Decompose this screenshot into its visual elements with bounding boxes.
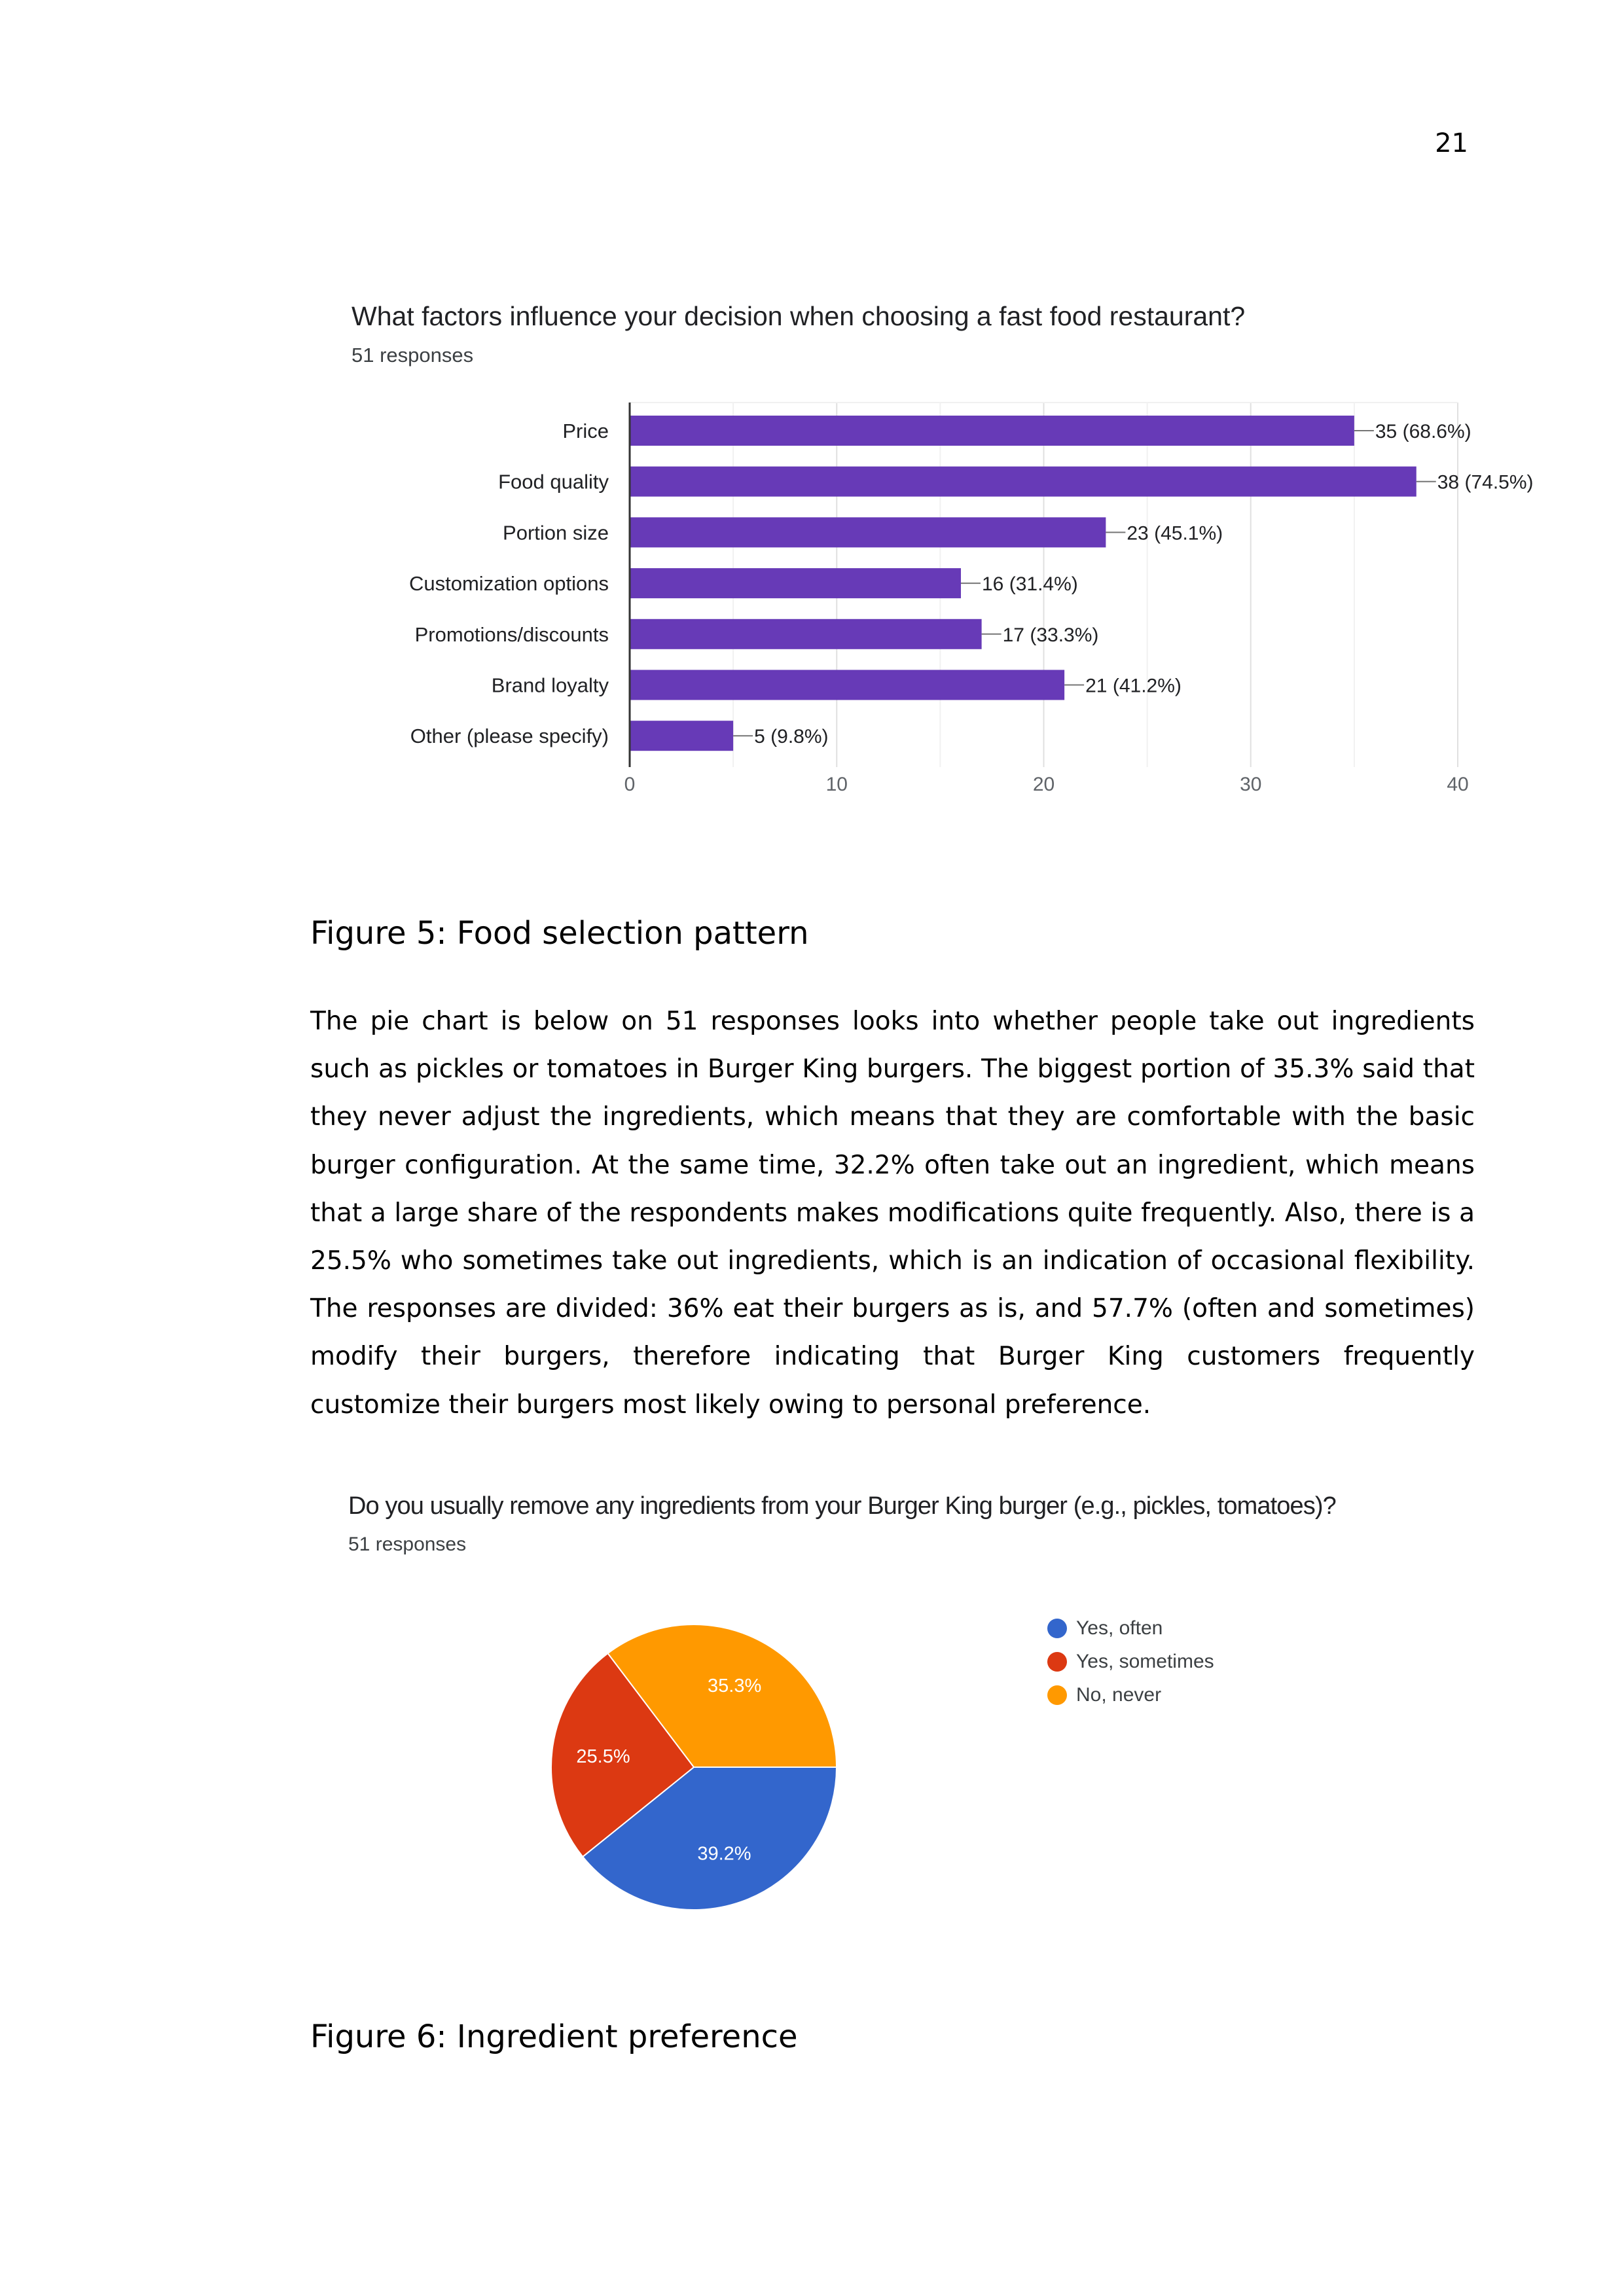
x-tick-label: 10: [825, 774, 848, 795]
pie-legend: [1047, 1611, 1214, 1712]
pie-slice-label: 25.5%: [576, 1746, 630, 1767]
bar-category-label: Price: [562, 420, 609, 442]
bar-data-label: 23 (45.1%): [1127, 522, 1223, 545]
legend-swatch: [1047, 1685, 1067, 1705]
bar-category-label: Food quality: [498, 470, 609, 493]
bar: [630, 619, 982, 649]
bar-category-label: Promotions/discounts: [414, 622, 609, 646]
page-number: 21: [1435, 128, 1468, 158]
legend-swatch: [1047, 1652, 1067, 1672]
bar-data-label: 16 (31.4%): [982, 573, 1078, 596]
legend-item: [1047, 1645, 1214, 1678]
x-tick-label: 40: [1447, 774, 1469, 795]
pie-slice-label: 39.2%: [697, 1843, 751, 1865]
pie-chart-responses: 51 responses: [348, 1534, 467, 1555]
legend-item: [1047, 1678, 1214, 1712]
figure-5-caption: Figure 5: Food selection pattern: [310, 915, 809, 952]
x-tick-label: 20: [1032, 774, 1055, 795]
bar-data-label: 17 (33.3%): [1002, 624, 1099, 646]
bar-category-label: Brand loyalty: [491, 673, 609, 697]
bar: [630, 670, 1064, 700]
bar-data-label: 21 (41.2%): [1085, 675, 1182, 697]
bar: [630, 517, 1106, 547]
bar: [630, 416, 1354, 446]
bar: [630, 467, 1416, 497]
bar-chart: [0, 0, 1624, 851]
bar-chart-responses: 51 responses: [352, 344, 474, 367]
bar: [630, 568, 961, 598]
pie-slice-label: 35.3%: [708, 1676, 762, 1697]
legend-label: No, never: [1076, 1683, 1162, 1706]
legend-item: [1047, 1611, 1214, 1645]
legend-label: Yes, sometimes: [1076, 1650, 1214, 1672]
bar-data-label: 35 (68.6%): [1375, 421, 1471, 442]
body-paragraph: The pie chart is below on 51 responses looks into whether people take out ingredients such as pickles or tomatoes in Burger King burgers. The biggest portion of 35.3% said that they never adjust the ingredients, which means that they are comfortable with the basic burger configuration. At the same time, 32.2% often take out an ingredient, which means that a large share of the respondents makes modifications quite frequently. Also, there is a 25.5% who sometimes take out ingredients, which is an indication of occasional flexibility. The responses are divided: 36% eat their burgers as is, and 57.7% (often and sometimes) modify their burgers, therefore indicating that Burger King customers frequently customize their burgers most likely owing to personal preference.: [310, 1007, 1475, 1420]
bar: [630, 721, 733, 751]
bar-category-label: Portion size: [503, 521, 609, 545]
pie-chart: [511, 1584, 877, 1950]
legend-label: Yes, often: [1076, 1617, 1163, 1639]
pie-chart-title: Do you usually remove any ingredients from your Burger King burger (e.g., pickles, tomatoes)?: [348, 1492, 1336, 1520]
x-tick-label: 30: [1240, 774, 1262, 795]
bar-category-label: Customization options: [409, 572, 609, 596]
figure-6-caption: Figure 6: Ingredient preference: [310, 2018, 798, 2055]
bar-chart-title: What factors influence your decision when choosing a fast food restaurant?: [352, 301, 1246, 331]
bar-data-label: 38 (74.5%): [1437, 471, 1534, 493]
bar-category-label: Other (please specify): [410, 725, 609, 748]
x-tick-label: 0: [624, 774, 636, 795]
bar-data-label: 5 (9.8%): [754, 726, 829, 748]
legend-swatch: [1047, 1619, 1067, 1638]
